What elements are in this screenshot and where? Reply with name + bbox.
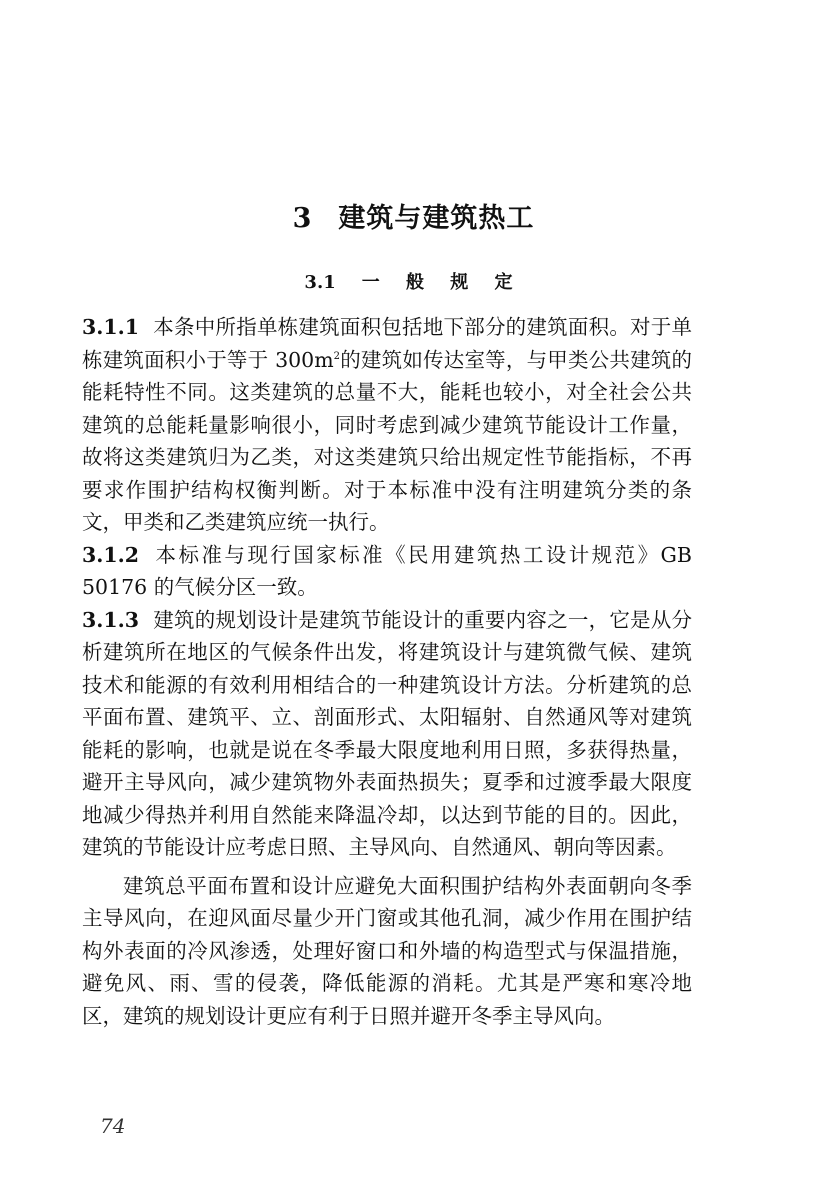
- clause-text: 本标准与现行国家标准《民用建筑热工设计规范》GB 50176 的气候分区一致。: [82, 542, 692, 599]
- chapter-title: [0, 196, 827, 235]
- clause-number: 3.1.2: [82, 542, 140, 567]
- page-number: 74: [100, 1114, 126, 1138]
- clause-3-1-1: [82, 311, 692, 539]
- chapter-title-text: 建筑与建筑热工: [338, 203, 535, 234]
- section-title: [0, 268, 827, 294]
- section-title-text: 一 般 规 定: [361, 272, 523, 293]
- section-number: 3.1: [304, 272, 336, 293]
- continuation-paragraph: 建筑总平面布置和设计应避免大面积围护结构外表面朝向冬季主导风向，在迎风面尽量少开门窗或其他孔洞，减少作用在围护结构外表面的冷风渗透，处理好窗口和外墙的构造型式与保温措施，避免风、雨、雪的侵袭，降低能源的消耗。尤其是严寒和寒冷地区，建筑的规划设计更应有利于日照并避开冬季主导风向。: [82, 873, 692, 1028]
- clause-number: 3.1.3: [82, 607, 140, 632]
- clause-number: 3.1.1: [82, 315, 140, 339]
- clause-text: 建筑的规划设计是建筑节能设计的重要内容之一，它是从分析建筑所在地区的气候条件出发，将建筑设计与建筑微气候、建筑技术和能源的有效利用相结合的一种建筑设计方法。分析建筑的总平面布置、建筑平、立、剖面形式、太阳辐射、自然通风等对建筑能耗的影响，也就是说在冬季最大限度地利用日照，多获得热量，避开主导风向，减少建筑物外表面热损失；夏季和过渡季最大限度地减少得热并利用自然能来降温冷却，以达到节能的目的。因此，建筑的节能设计应考虑日照、主导风向、自然通风、朝向等因素。: [82, 607, 692, 859]
- superscript: 2: [333, 350, 341, 362]
- clause-text-part: 的建筑如传达室等，与甲类公共建筑的能耗特性不同。这类建筑的总量不大，能耗也较小，对全社会公共建筑的总能耗量影响很小，同时考虑到减少建筑节能设计工作量，故将这类建筑归为乙类，对这类建筑只给出规定性节能指标，不再要求作围护结构权衡判断。对于本标准中没有注明建筑分类的条文，甲类和乙类建筑应统一执行。: [82, 347, 692, 534]
- clause-3-1-3: [82, 604, 692, 864]
- clause-3-1-2: [82, 539, 692, 604]
- clause-text-part: 本条中所指单栋建筑面积包括地下部分的建筑面积。对于单栋建筑面积小于等于 300m: [82, 315, 692, 372]
- chapter-number: 3: [292, 203, 313, 234]
- body-text: [82, 311, 692, 1032]
